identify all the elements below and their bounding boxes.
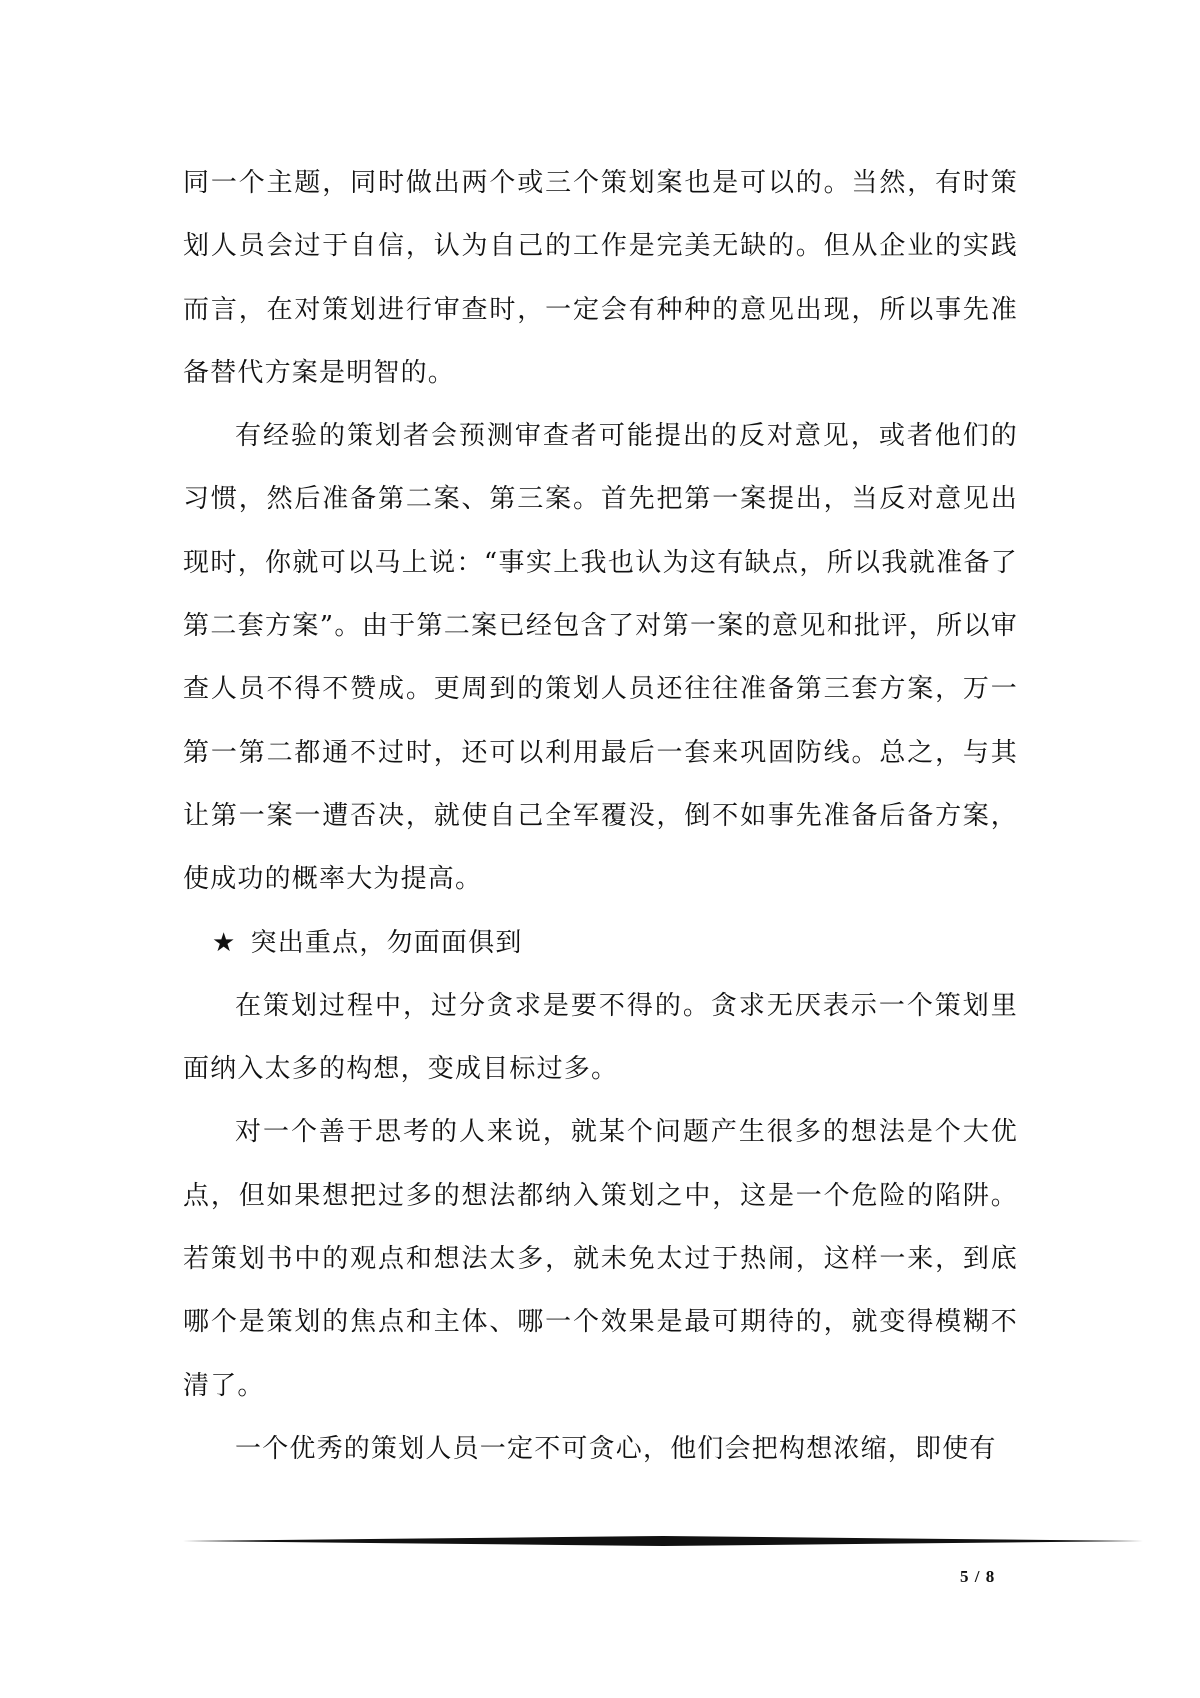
paragraph-excellent-planner: 一个优秀的策划人员一定不可贪心，他们会把构想浓缩，即使有 [235, 1433, 997, 1464]
paragraph-too-many-ideas: 对一个善于思考的人来说，就某个问题产生很多的想法是个大优点，但如果想把过多的想法都纳入策划之中，这是一个危险的陷阱。若策划书中的观点和想法太多，就未免太过于热闹，这样一来，到底哪个是策划的焦点和主体、哪一个效果是最可期待的，就变得模糊不清了。 [183, 1117, 1018, 1401]
footer-divider [183, 1536, 1143, 1546]
paragraph-experienced-planner: 有经验的策划者会预测审查者可能提出的反对意见，或者他们的习惯，然后准备第二案、第三案。首先把第一案提出，当反对意见出现时，你就可以马上说：“事实上我也认为这有缺点，所以我就准备了第二套方案”。由于第二案已经包含了对第一案的意见和批评，所以审查人员不得不赞成。更周到的策划人员还往往准备第三套方案，万一第一第二都通不过时，还可以利用最后一套来巩固防线。总之，与其让第一案一遭否决，就使自己全军覆没，倒不如事先准备后备方案，使成功的概率大为提高。 [183, 421, 1018, 895]
page-number: 5 / 8 [960, 1567, 996, 1586]
paragraph-no-greed: 在策划过程中，过分贪求是要不得的。贪求无厌表示一个策划里面纳入太多的构想，变成目标过多。 [183, 990, 1018, 1085]
section-heading [183, 912, 1018, 975]
section-heading-text: 突出重点，勿面面俱到 [250, 927, 523, 958]
paragraph-alternative-plans: 同一个主题，同时做出两个或三个策划案也是可以的。当然，有时策划人员会过于自信，认为自己的工作是完美无缺的。但从企业的实践而言，在对策划进行审查时，一定会有种种的意见出现，所以事先准备替代方案是明智的。 [183, 168, 1018, 388]
star-icon: ★ [212, 927, 237, 958]
document-body [183, 152, 1018, 1481]
